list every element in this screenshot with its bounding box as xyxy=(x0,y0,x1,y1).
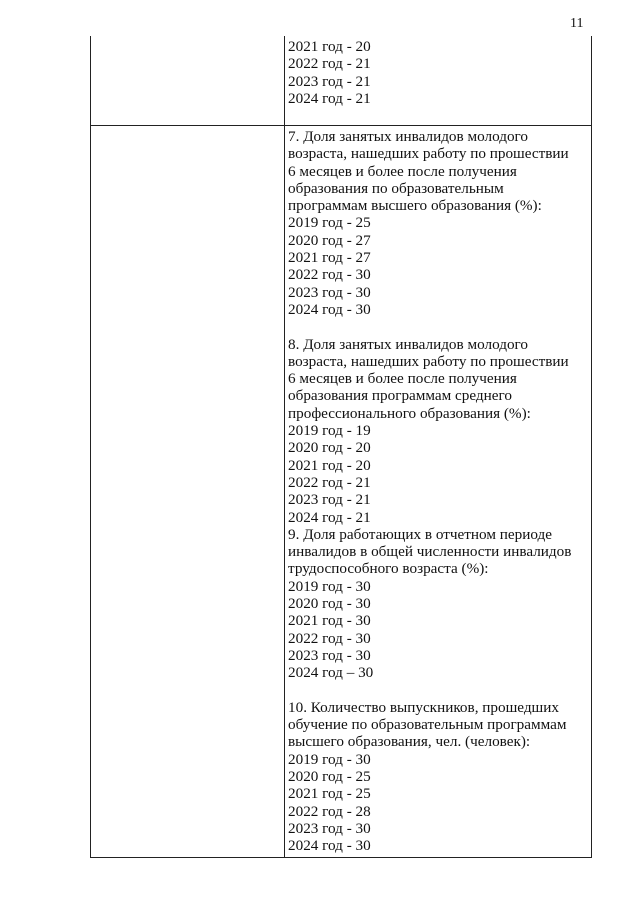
indicator-9-year: 2023 год - 30 xyxy=(288,646,371,664)
indicator-7-year: 2022 год - 30 xyxy=(288,266,371,284)
indicator-7-year: 2020 год - 27 xyxy=(288,231,371,249)
blank-line xyxy=(288,682,588,699)
indicator-7-year: 2023 год - 30 xyxy=(288,283,371,301)
indicator-10-title-line: 10. Количество выпускников, прошедших xyxy=(288,698,559,716)
indicator-10-year: 2020 год - 25 xyxy=(288,767,371,785)
indicator-10-year: 2022 год - 28 xyxy=(288,802,371,820)
indicator-8-title-line: 6 месяцев и более после получения xyxy=(288,370,517,388)
table-right-border xyxy=(591,36,592,858)
year-value: 2021 год - 20 xyxy=(288,38,371,55)
indicator-7-year: 2021 год - 27 xyxy=(288,249,371,267)
indicator-7-title-line: программам высшего образования (%): xyxy=(288,197,542,215)
indicator-8-title-line: возраста, нашедших работу по прошествии xyxy=(288,352,569,370)
year-value: 2024 год - 21 xyxy=(288,89,371,107)
indicator-8-year: 2020 год - 20 xyxy=(288,439,371,457)
indicator-9-title-line: инвалидов в общей численности инвалидов xyxy=(288,543,572,561)
indicator-7-year: 2024 год - 30 xyxy=(288,300,371,318)
indicator-7-title-line: 7. Доля занятых инвалидов молодого xyxy=(288,128,528,145)
indicator-8-year: 2021 год - 20 xyxy=(288,456,371,474)
blank-line xyxy=(288,318,588,335)
indicator-10-year: 2024 год - 30 xyxy=(288,837,371,855)
year-value: 2023 год - 21 xyxy=(288,72,371,90)
table-bottom-border xyxy=(90,857,592,858)
indicator-9-title-line: трудоспособного возраста (%): xyxy=(288,560,489,578)
year-value: 2022 год - 21 xyxy=(288,55,371,73)
indicator-10-title-line: обучение по образовательным программам xyxy=(288,716,567,734)
indicator-7-title-line: 6 месяцев и более после получения xyxy=(288,162,517,180)
table-row-divider xyxy=(90,125,592,126)
indicator-8-year: 2023 год - 21 xyxy=(288,491,371,509)
table-column-divider xyxy=(284,36,285,858)
indicator-8-year: 2022 год - 21 xyxy=(288,473,371,491)
indicator-9-year: 2024 год – 30 xyxy=(288,664,374,682)
indicator-7-title-line: образования по образовательным xyxy=(288,179,504,197)
indicator-9-title-line: 9. Доля работающих в отчетном периоде xyxy=(288,525,552,543)
indicator-7-title-line: возраста, нашедших работу по прошествии xyxy=(288,145,569,163)
indicator-10-year: 2019 год - 30 xyxy=(288,750,371,768)
indicator-8-year: 2019 год - 19 xyxy=(288,422,371,440)
table-cell-continued-values xyxy=(288,38,588,107)
indicator-8-title-line: образования программам среднего xyxy=(288,387,512,405)
page-number: 11 xyxy=(570,16,584,31)
indicator-10-year: 2023 год - 30 xyxy=(288,819,371,837)
indicator-9-year: 2021 год - 30 xyxy=(288,612,371,630)
table-left-border xyxy=(90,36,91,858)
indicator-10-title-line: высшего образования, чел. (человек): xyxy=(288,733,531,751)
indicator-9-year: 2020 год - 30 xyxy=(288,595,371,613)
indicator-9-year: 2019 год - 30 xyxy=(288,577,371,595)
table-cell-indicators xyxy=(288,128,588,854)
indicator-7-year: 2019 год - 25 xyxy=(288,214,371,232)
indicator-9-year: 2022 год - 30 xyxy=(288,629,371,647)
indicator-8-title-line: 8. Доля занятых инвалидов молодого xyxy=(288,335,528,353)
indicator-10-year: 2021 год - 25 xyxy=(288,785,371,803)
indicator-8-year: 2024 год - 21 xyxy=(288,508,371,526)
indicator-8-title-line: профессионального образования (%): xyxy=(288,404,531,422)
